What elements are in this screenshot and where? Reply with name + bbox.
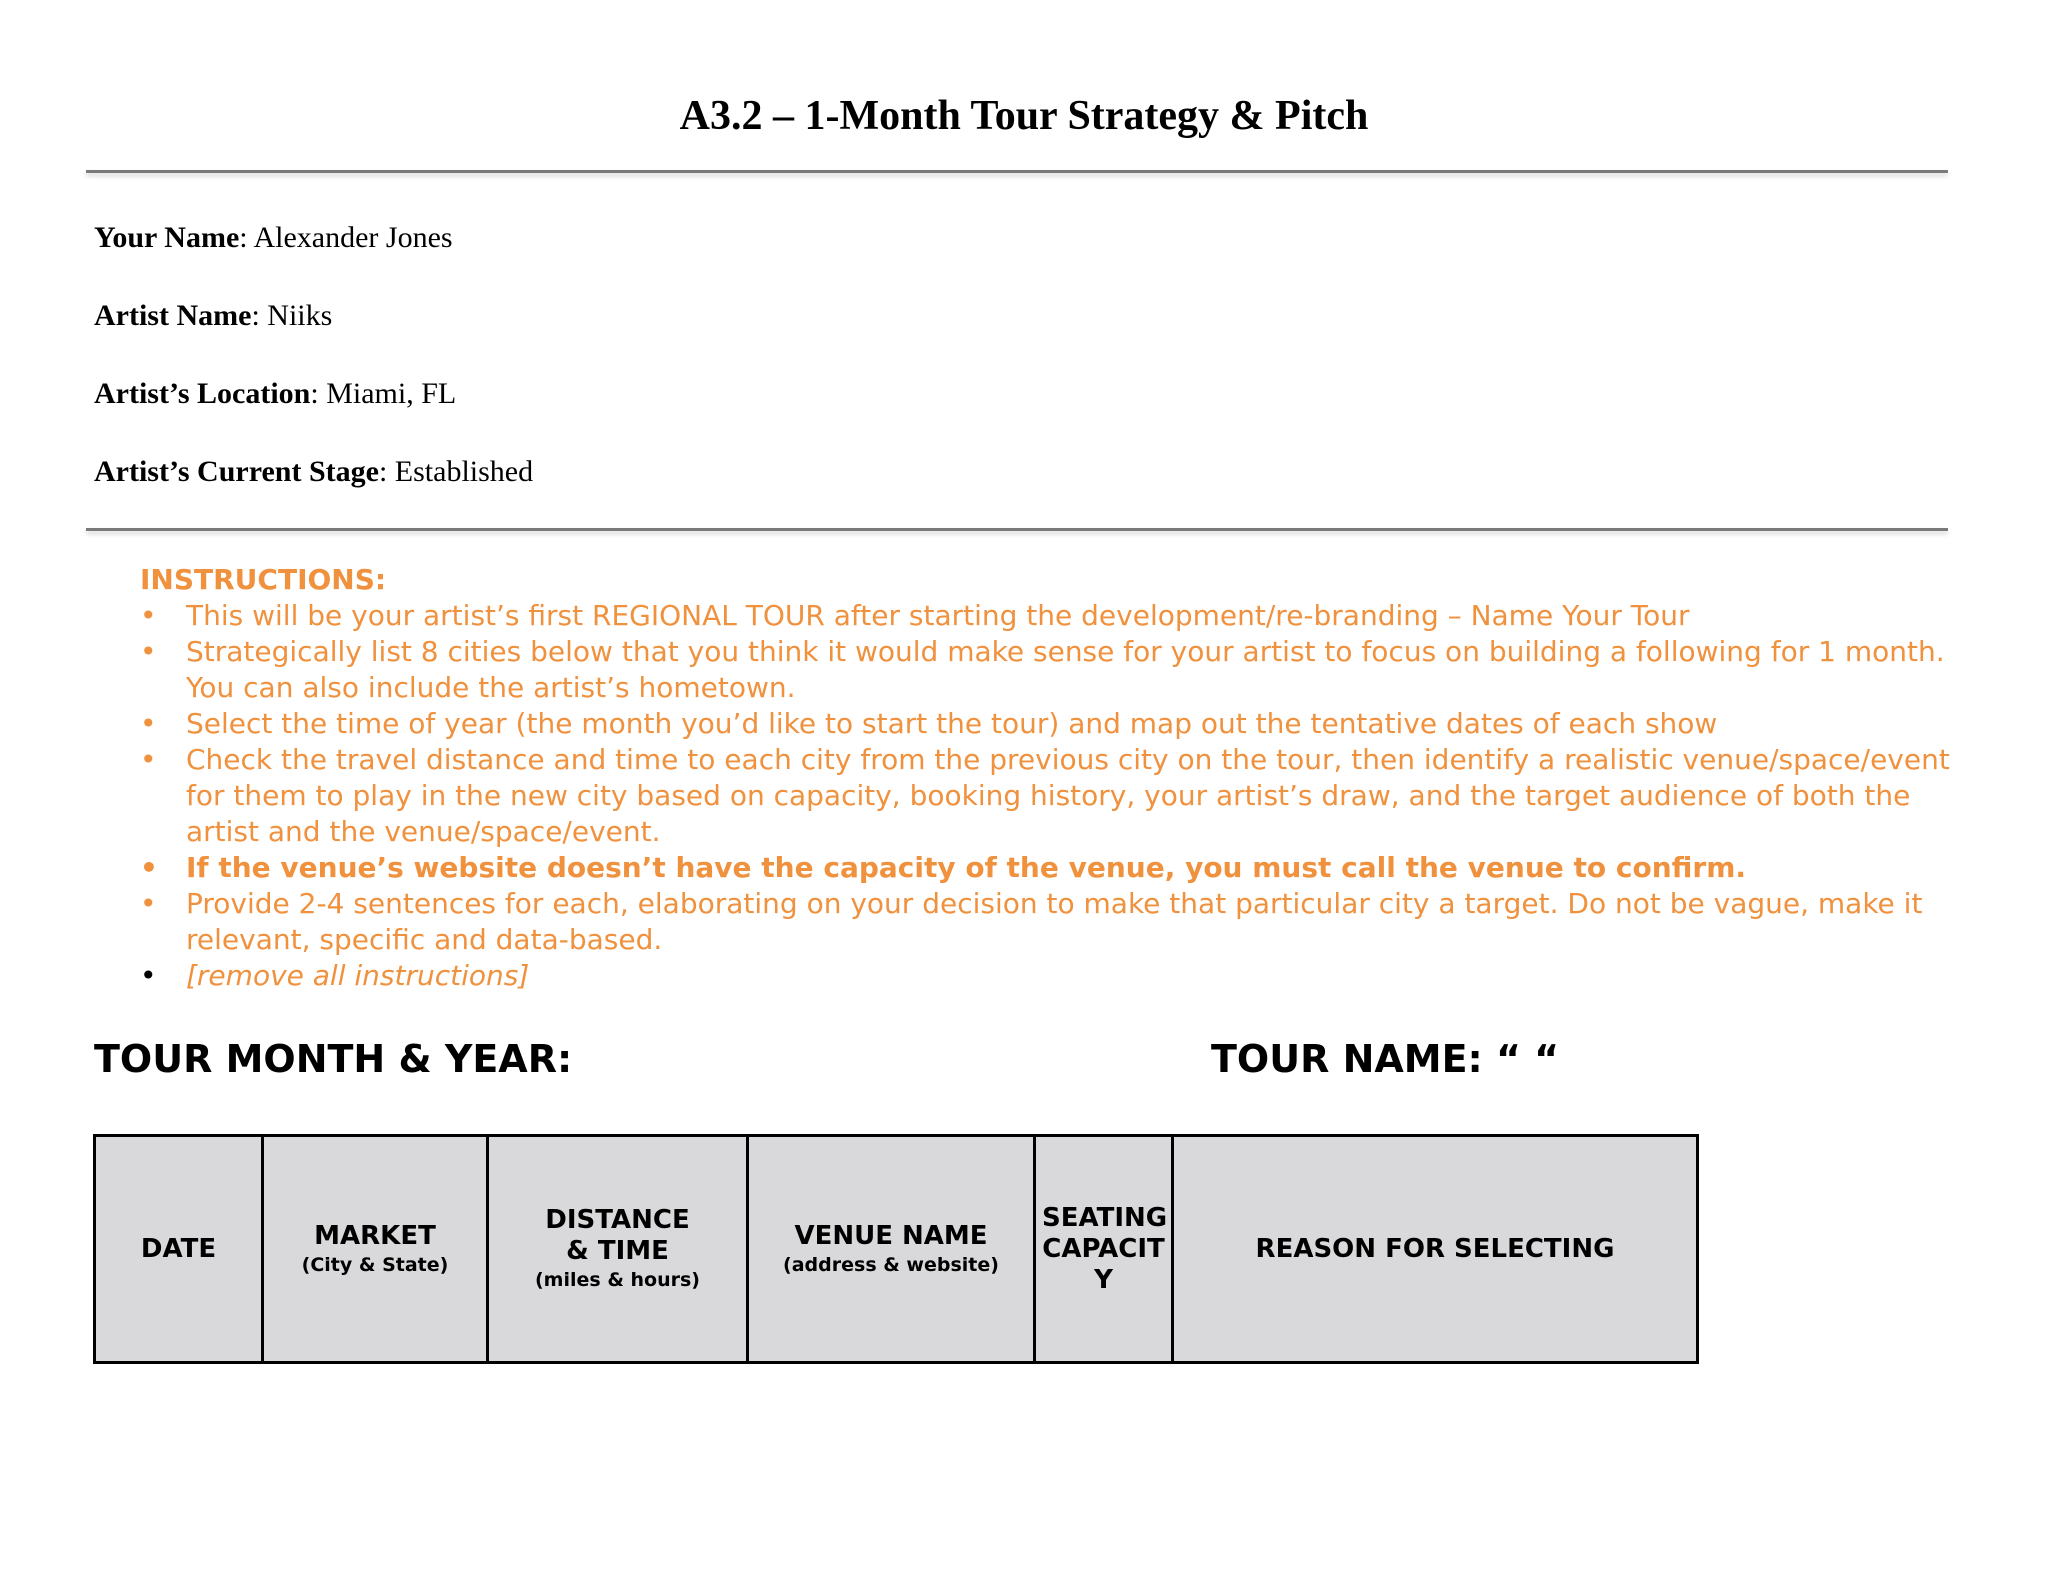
field-label: Your Name bbox=[94, 221, 240, 254]
bullet-icon: • bbox=[140, 887, 157, 920]
column-header-market bbox=[263, 1136, 488, 1363]
column-header-venue-name bbox=[748, 1136, 1035, 1363]
bullet-icon: • bbox=[140, 743, 157, 776]
field-label: Artist’s Current Stage bbox=[94, 455, 379, 488]
column-header-label: REASON FOR SELECTING bbox=[1255, 1233, 1615, 1264]
column-header-label: DATE bbox=[140, 1233, 217, 1264]
field-value: : Alexander Jones bbox=[239, 221, 453, 254]
column-header-sublabel: (City & State) bbox=[301, 1253, 449, 1276]
instruction-text: If the venue’s website doesn’t have the capacity of the venue, you must call the venue to confirm. bbox=[186, 851, 1747, 884]
bullet-icon: • bbox=[140, 851, 158, 884]
table-header-row bbox=[95, 1136, 1698, 1363]
field-label: Artist Name bbox=[94, 299, 252, 332]
instruction-item bbox=[140, 598, 1960, 634]
column-header-reason bbox=[1173, 1136, 1698, 1363]
instruction-item bbox=[140, 634, 1960, 706]
instruction-item bbox=[140, 958, 1960, 994]
instructions-list bbox=[140, 598, 1960, 994]
column-header-label: DISTANCE & TIME bbox=[545, 1205, 690, 1266]
instruction-item bbox=[140, 706, 1960, 742]
instruction-text: [remove all instructions] bbox=[186, 959, 530, 992]
column-header-date bbox=[95, 1136, 263, 1363]
instructions-section bbox=[140, 562, 1960, 994]
column-header-sublabel: (address & website) bbox=[783, 1253, 999, 1276]
tour-name-label: TOUR NAME: “ “ bbox=[1211, 1037, 1560, 1081]
tour-table bbox=[93, 1134, 1699, 1364]
instruction-text: Strategically list 8 cities below that you think it would make sense for your artist to focus on building a following for 1 month. You can also include the artist’s hometown. bbox=[186, 635, 1945, 704]
instructions-heading: INSTRUCTIONS: bbox=[140, 563, 387, 596]
tour-month-year-label: TOUR MONTH & YEAR: bbox=[94, 1037, 573, 1081]
bullet-icon: • bbox=[140, 599, 157, 632]
field-label: Artist’s Location bbox=[94, 377, 311, 410]
instruction-text: This will be your artist’s first REGIONAL TOUR after starting the development/re-branding – Name Your Tour bbox=[186, 599, 1690, 632]
instruction-item bbox=[140, 742, 1960, 850]
column-header-seating-capacity bbox=[1035, 1136, 1173, 1363]
column-header-distance-time bbox=[488, 1136, 748, 1363]
instruction-text: Provide 2-4 sentences for each, elaborating on your decision to make that particular city a target. Do not be vague, make it relevant, specific and data-based. bbox=[186, 887, 1923, 956]
column-header-label: MARKET bbox=[314, 1220, 436, 1251]
field-value: : Established bbox=[378, 455, 534, 488]
field-value: : Niiks bbox=[251, 299, 333, 332]
field-artist-location bbox=[94, 374, 456, 414]
column-header-sublabel: (miles & hours) bbox=[535, 1269, 700, 1291]
bullet-icon: • bbox=[140, 707, 157, 740]
field-value: : Miami, FL bbox=[310, 377, 457, 410]
instruction-text: Check the travel distance and time to each city from the previous city on the tour, then identify a realistic venue/space/event for them to play in the new city based on capacity, booking history, your artist’s draw, and the target audience of both the artist and the venue/space/event. bbox=[186, 743, 1950, 848]
top-divider bbox=[86, 170, 1948, 173]
instruction-item bbox=[140, 850, 1960, 886]
field-artist-stage bbox=[94, 452, 533, 492]
field-artist-name bbox=[94, 296, 332, 336]
field-your-name bbox=[94, 218, 453, 258]
bullet-icon: • bbox=[140, 959, 157, 992]
column-header-label: VENUE NAME bbox=[794, 1220, 988, 1251]
section-divider bbox=[86, 528, 1948, 531]
column-header-label: SEATING CAPACIT Y bbox=[1042, 1202, 1168, 1295]
bullet-icon: • bbox=[140, 635, 157, 668]
instruction-item bbox=[140, 886, 1960, 958]
document-title: A3.2 – 1-Month Tour Strategy & Pitch bbox=[679, 93, 1369, 139]
instruction-text: Select the time of year (the month you’d like to start the tour) and map out the tentative dates of each show bbox=[186, 707, 1718, 740]
